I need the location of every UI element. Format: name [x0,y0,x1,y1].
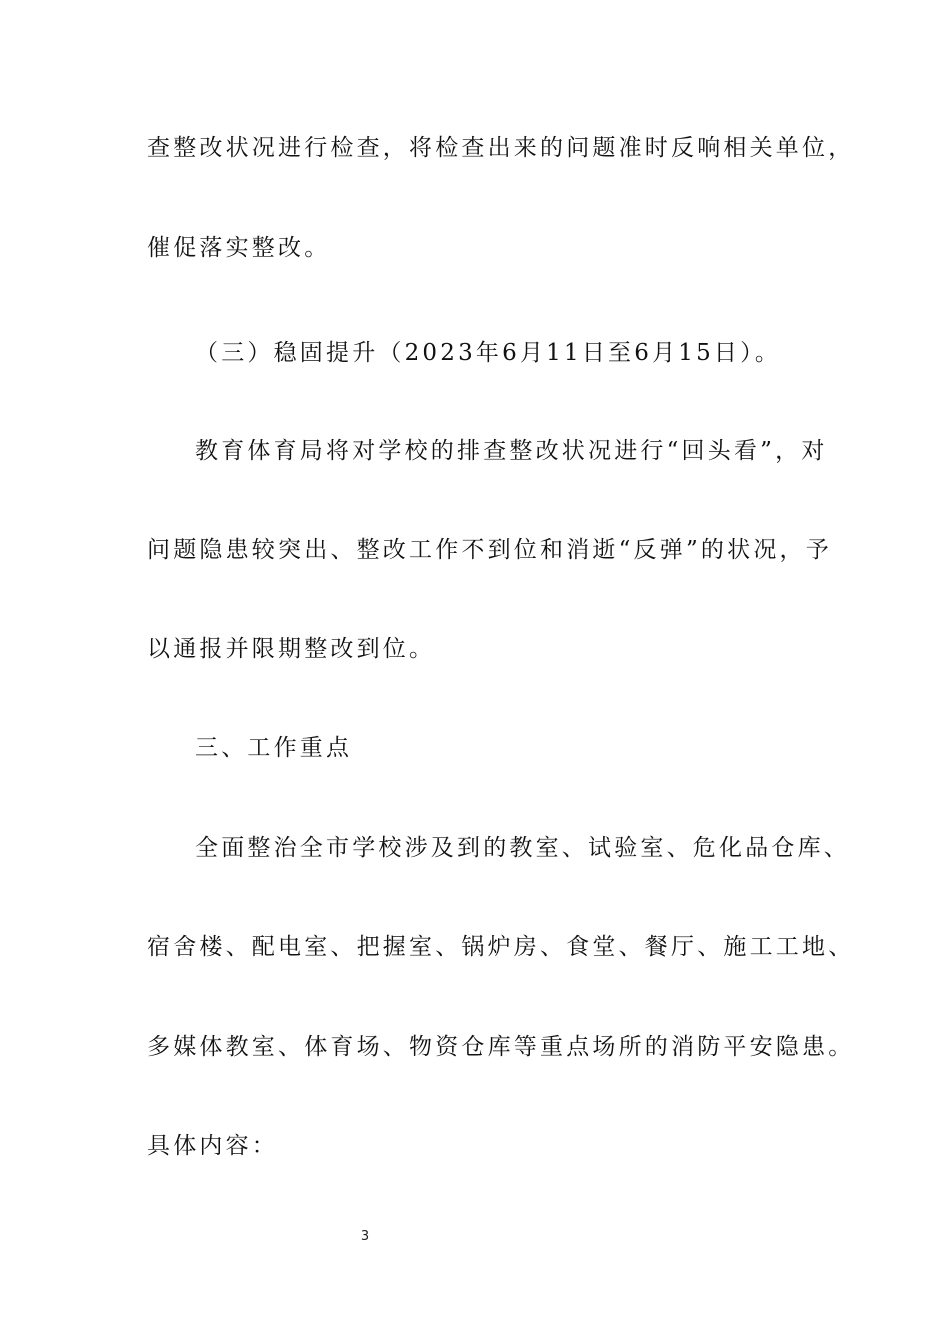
section-subheading: （三）稳固提升（2023年6月11日至6月15日）。 [195,340,782,366]
paragraph-line: 以通报并限期整改到位。 [147,636,436,662]
paragraph-line: 宿舍楼、配电室、把握室、锅炉房、食堂、餐厅、施工工地、 [147,934,855,960]
paragraph-line: 催促落实整改。 [147,235,331,261]
section-heading: 三、工作重点 [195,735,353,761]
paragraph-line: 问题隐患较突出、整改工作不到位和消逝“反弹”的状况，予 [147,537,832,563]
page-number: 3 [360,1229,370,1244]
paragraph-line: 具体内容： [147,1133,278,1159]
paragraph-line: 教育体育局将对学校的排查整改状况进行“回头看”，对 [195,438,828,464]
paragraph-line: 多媒体教室、体育场、物资仓库等重点场所的消防平安隐患。 [147,1034,855,1060]
paragraph-line: 查整改状况进行检查，将检查出来的问题准时反响相关单位， [147,135,855,161]
paragraph-line: 全面整治全市学校涉及到的教室、试验室、危化品仓库、 [195,835,850,861]
